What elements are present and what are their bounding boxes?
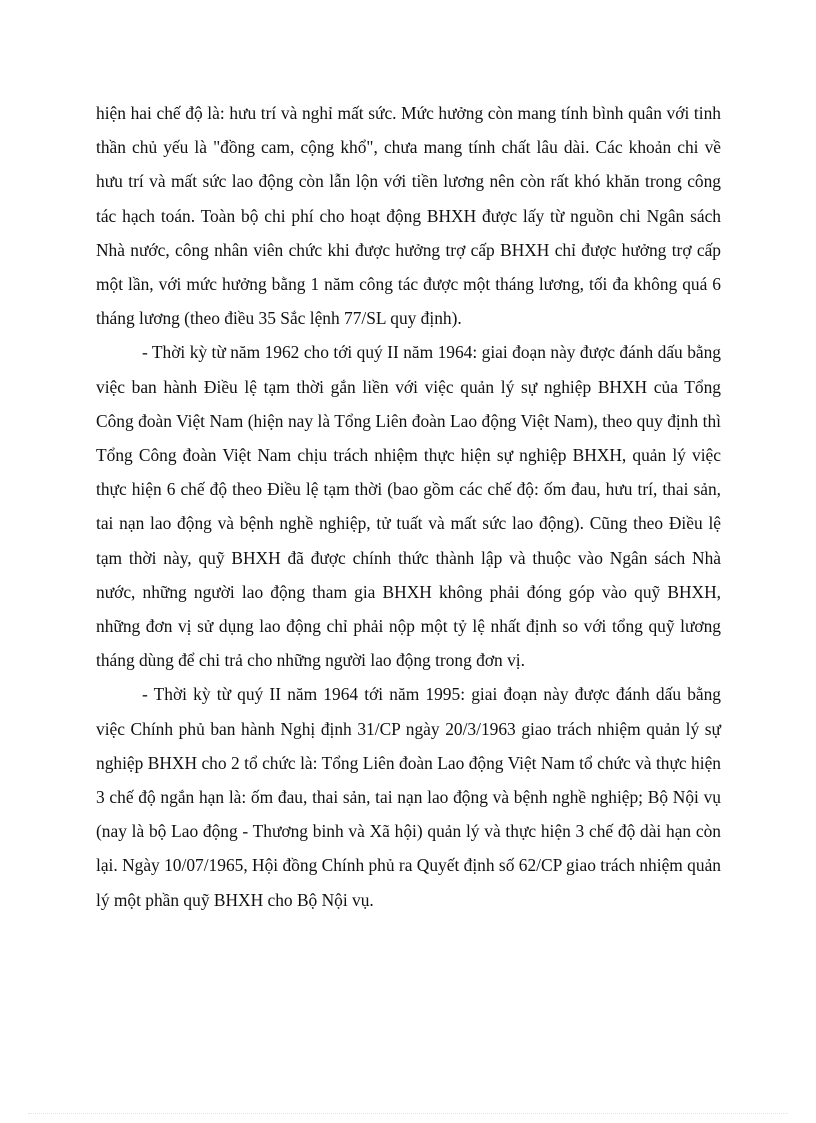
- paragraph-continuation: hiện hai chế độ là: hưu trí và nghỉ mất sức. Mức hưởng còn mang tính bình quân với tinh thần chủ yếu là "đồng cam, cộng khổ", chưa mang tính chất lâu dài. Các khoản chi về hưu trí và mất sức lao động còn lẫn lộn với tiền lương nên còn rất khó khăn trong công tác hạch toán. Toàn bộ chi phí cho hoạt động BHXH được lấy từ nguồn chi Ngân sách Nhà nước, công nhân viên chức khi được hưởng trợ cấp BHXH chỉ được hưởng trợ cấp một lần, với mức hưởng bằng 1 năm công tác được một tháng lương, tối đa không quá 6 tháng lương (theo điều 35 Sắc lệnh 77/SL quy định).: [96, 103, 721, 329]
- paragraph-period-1964-1995: - Thời kỳ từ quý II năm 1964 tới năm 1995: giai đoạn này được đánh dấu bằng việc Chính phủ ban hành Nghị định 31/CP ngày 20/3/1963 giao trách nhiệm quản lý sự nghiệp BHXH cho 2 tổ chức là: Tổng Liên đoàn Lao động Việt Nam tổ chức và thực hiện 3 chế độ ngắn hạn là: ốm đau, thai sản, tai nạn lao động và bệnh nghề nghiệp; Bộ Nội vụ (nay là bộ Lao động - Thương binh và Xã hội) quản lý và thực hiện 3 chế độ dài hạn còn lại. Ngày 10/07/1965, Hội đồng Chính phủ ra Quyết định số 62/CP giao trách nhiệm quản lý một phần quỹ BHXH cho Bộ Nội vụ.: [96, 684, 721, 910]
- paragraph-period-1962-1964: - Thời kỳ từ năm 1962 cho tới quý II năm 1964: giai đoạn này được đánh dấu bằng việc ban hành Điều lệ tạm thời gắn liền với việc quản lý sự nghiệp BHXH của Tổng Công đoàn Việt Nam (hiện nay là Tổng Liên đoàn Lao động Việt Nam), theo quy định thì Tổng Công đoàn Việt Nam chịu trách nhiệm thực hiện sự nghiệp BHXH, quản lý việc thực hiện 6 chế độ theo Điều lệ tạm thời (bao gồm các chế độ: ốm đau, hưu trí, thai sản, tai nạn lao động và bệnh nghề nghiệp, tử tuất và mất sức lao động). Cũng theo Điều lệ tạm thời này, quỹ BHXH đã được chính thức thành lập và thuộc vào Ngân sách Nhà nước, những người lao động tham gia BHXH không phải đóng góp vào quỹ BHXH, những đơn vị sử dụng lao động chỉ phải nộp một tỷ lệ nhất định so với tổng quỹ lương tháng dùng để chi trả cho những người lao động trong đơn vị.: [96, 342, 721, 671]
- document-body: [96, 96, 721, 917]
- page-bottom-divider: [28, 1113, 788, 1114]
